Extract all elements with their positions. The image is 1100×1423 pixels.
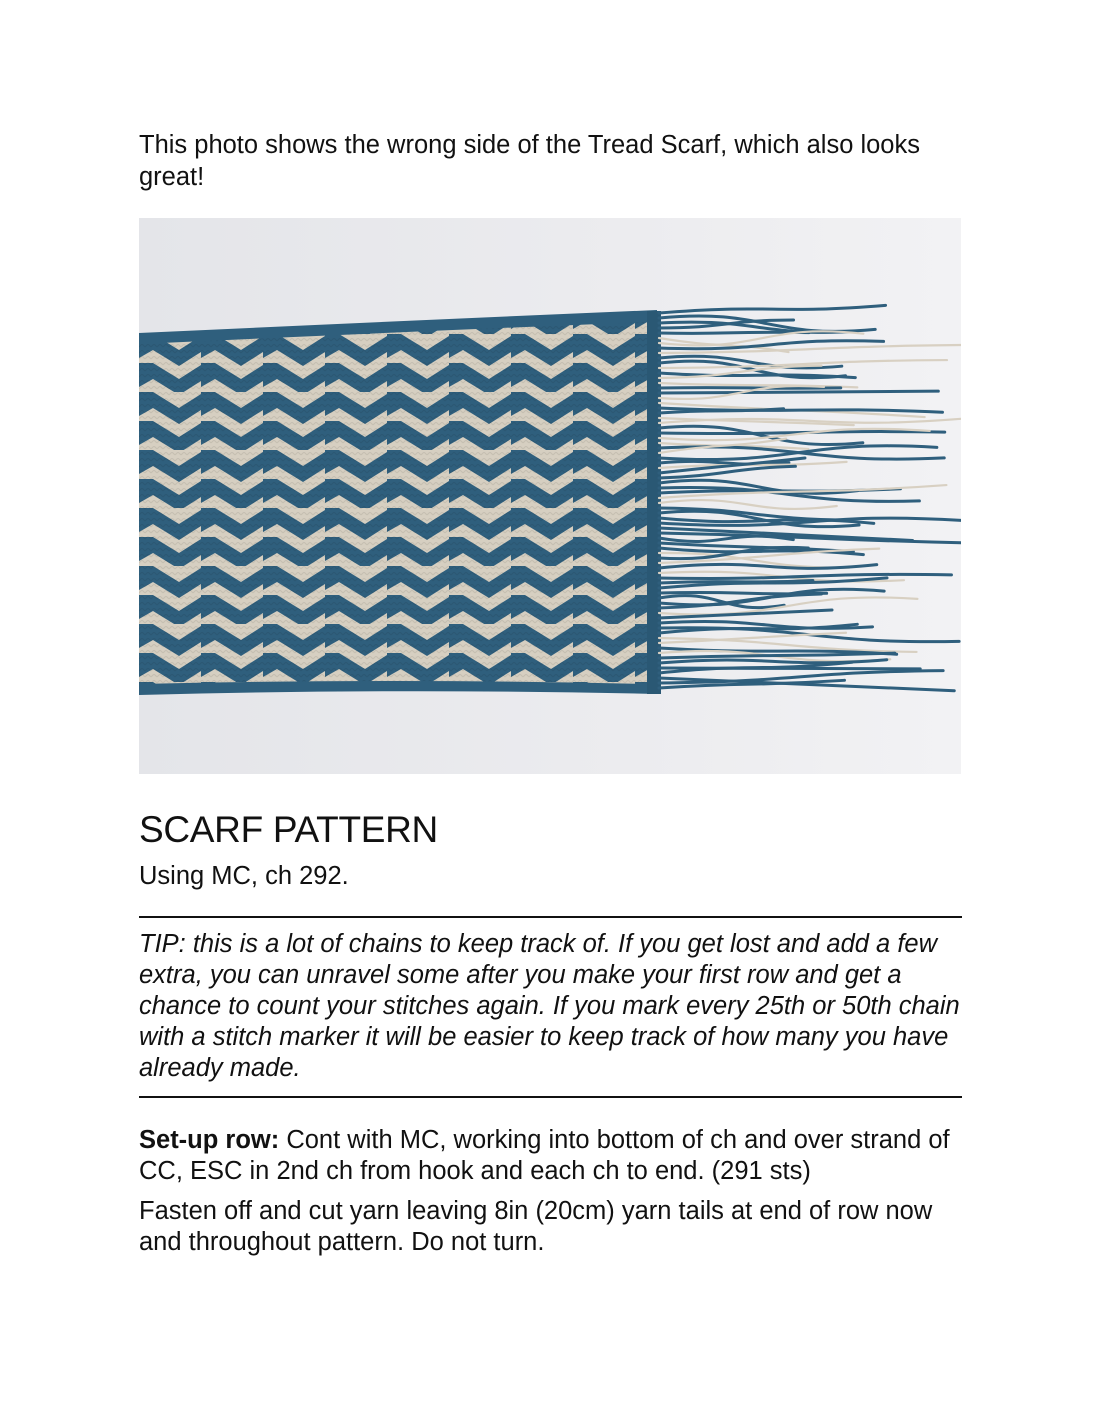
setup-row-text: Cont with MC, working into bottom of ch and over strand of CC, ESC in 2nd ch from hook and each ch to end. (291 sts) [139, 1126, 950, 1185]
tip-top-rule [139, 916, 962, 918]
scarf-photo [139, 218, 961, 774]
fringe-strand [659, 305, 886, 313]
fringe-strand [659, 564, 877, 568]
fringe-strand [659, 391, 938, 393]
setup-row-paragraph [139, 1125, 969, 1187]
scarf-body [139, 310, 661, 695]
tip-bottom-rule [139, 1096, 962, 1098]
tip-paragraph: TIP: this is a lot of chains to keep track of. If you get lost and add a few extra, you can unravel some after you make your first row and get a chance to count your stitches again. If you mark every 25th or 50th chain with a stitch marker it will be easier to keep track of how many you have already made. [139, 930, 960, 1082]
scarf-fringe [659, 305, 961, 690]
intro-paragraph: This photo shows the wrong side of the Tread Scarf, which also looks great! [139, 131, 920, 191]
fringe-strand [659, 536, 793, 541]
scarf-illustration [139, 218, 961, 774]
setup-row-label: Set-up row: [139, 1126, 280, 1154]
start-instruction: Using MC, ch 292. [139, 862, 349, 890]
fringe-strand [659, 574, 951, 578]
fasten-off-paragraph: Fasten off and cut yarn leaving 8in (20cm) yarn tails at end of row now and throughout pattern. Do not turn. [139, 1197, 933, 1256]
section-heading: SCARF PATTERN [139, 809, 438, 850]
fringe-strand [659, 388, 841, 389]
fringe-strand [659, 671, 943, 683]
